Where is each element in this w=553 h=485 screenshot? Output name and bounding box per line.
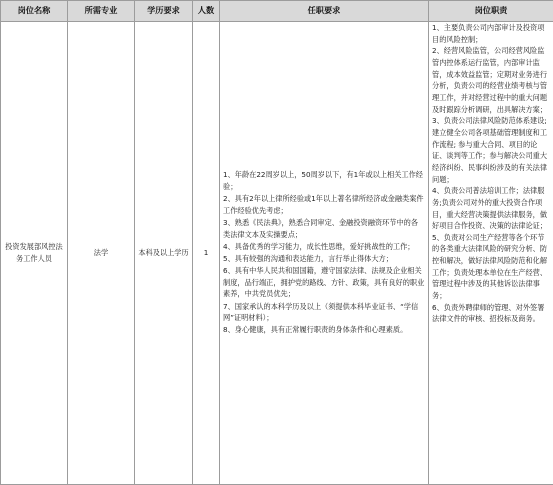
cell-duties <box>429 22 553 485</box>
header-requirements: 任职要求 <box>220 1 429 22</box>
requirement-item: 8、身心健康，具有正常履行职责的身体条件和心理素质。 <box>223 325 408 335</box>
duty-item: 4、负责公司普法培训工作；法律服务;负责公司对外的重大投资合作项目，重大经营决策提供法律服务，做好项目合作投资、决策的法律论证； <box>432 186 548 231</box>
cell-major: 法学 <box>68 22 135 485</box>
requirement-item: 1、年龄在22周岁以上，50周岁以下，有1年或以上相关工作经验； <box>223 170 423 192</box>
requirement-item: 5、具有较强的沟通和表达能力，言行举止得体大方； <box>223 254 393 263</box>
header-education: 学历要求 <box>135 1 193 22</box>
requirement-item: 2、具有2年以上律所经验或1年以上著名律所经济或金融类案件工作经验优先考虑； <box>223 194 424 215</box>
requirement-item: 7、国家承认的本科学历及以上（须提供本科毕业证书、“学信网”证明材料）； <box>223 301 419 323</box>
cell-requirements <box>220 22 429 485</box>
header-post-name: 岗位名称 <box>1 1 68 22</box>
requirement-item: 3、熟悉《民法典》，熟悉合同审定、金融投资融资环节中的各类法律文本及实操要点； <box>223 218 419 239</box>
duty-item: 1、主要负责公司内部审计及投资项目的风险控制； <box>432 23 545 44</box>
requirement-item: 4、具备优秀的学习能力，成长性思维，爱好挑战性的工作； <box>223 241 415 251</box>
requirement-item: 6、具有中华人民共和国国籍，遵守国家法律、法规及企业相关制度，品行端正，拥护党的路线、方针、政策，具有良好的职业素养，中共党员优先； <box>223 266 425 299</box>
header-duties: 岗位职责 <box>429 1 553 22</box>
header-count: 人数 <box>193 1 220 22</box>
cell-count: 1 <box>193 22 220 485</box>
duty-item: 3、负责公司法律风险防范体系建设;建立健全公司各项基础管理制度和工作流程; 参与重大合同、项目的论证、谈判等工作；参与解决公司重大经济纠纷、民事纠纷涉及的有关法律问题； <box>432 116 548 184</box>
cell-post-name: 投资发展部风控法务工作人员 <box>1 22 68 485</box>
duty-item: 2、经营风险监管，公司经营风险监管内控体系运行监管，内部审计监管，成本效益监管；定期对业务进行分析，负责公司的经营业绩考核与管理工作，并对经营过程中的重大问题及时跟踪分析调研，出具解决方案； <box>432 46 548 114</box>
duty-item: 6、负责外聘律师的管理、对外签署法律文件的审核、招投标及商务。 <box>432 302 545 324</box>
table-header-row <box>1 1 553 22</box>
cell-education: 本科及以上学历 <box>135 22 193 485</box>
duty-item: 5、负责对公司生产经营等各个环节的各类重大法律风险的研究分析、防控和解决，做好法律风险防范和化解工作；负责处理本单位在生产经营、管理过程中涉及的其他诉讼法律事务； <box>432 232 548 301</box>
table-row <box>1 22 553 485</box>
header-major: 所需专业 <box>68 1 135 22</box>
